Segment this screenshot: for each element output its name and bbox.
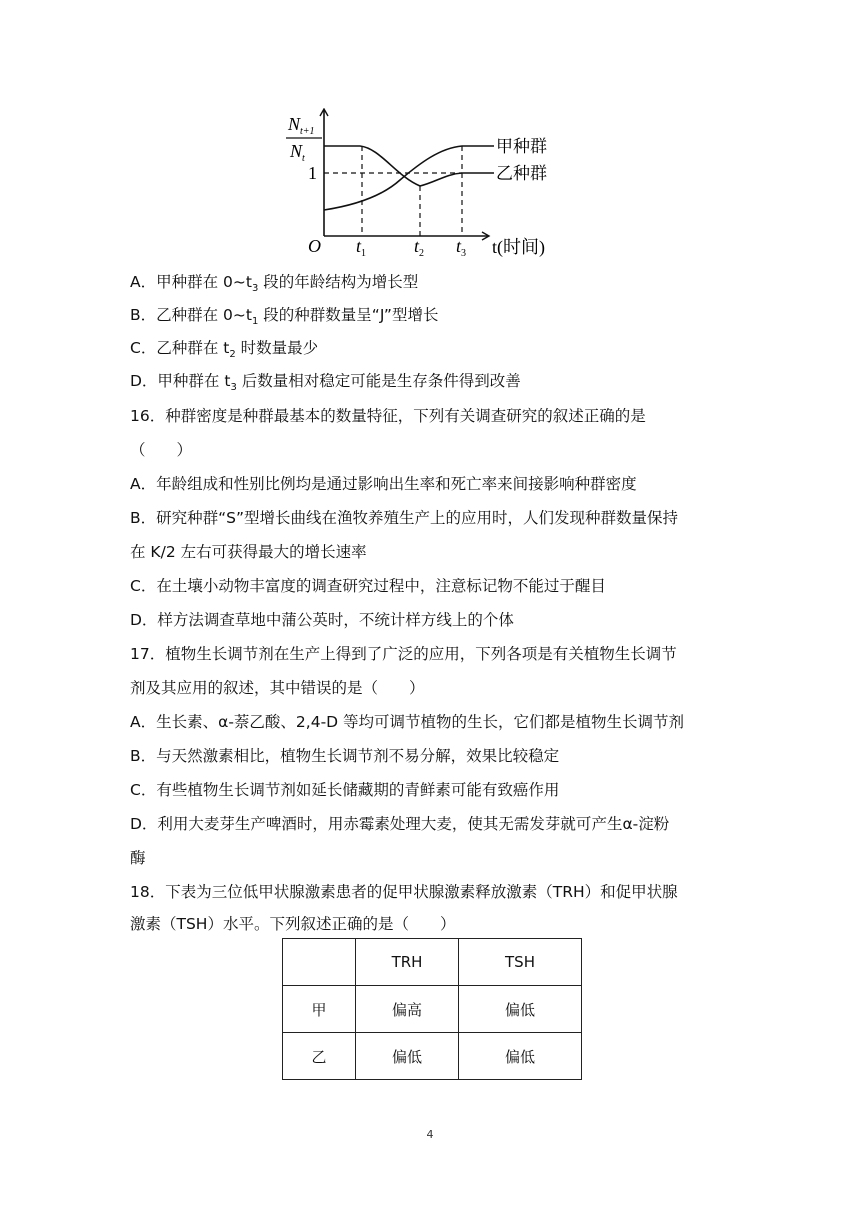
q16-option-a: A．年龄组成和性别比例均是通过影响出生率和死亡率来间接影响种群密度	[130, 475, 637, 493]
q17-option-d-line2: 酶	[130, 849, 146, 867]
curve-jia	[324, 146, 494, 186]
q18-stem-line1: 18．下表为三位低甲状腺激素患者的促甲状腺激素释放激素（TRH）和促甲状腺	[130, 883, 678, 901]
q17-option-d-line1: D．利用大麦芽生产啤酒时，用赤霉素处理大麦，使其无需发芽就可产生α-淀粉	[130, 815, 670, 833]
table-cell: 偏低	[459, 986, 582, 1033]
table-cell: 乙	[283, 1033, 356, 1080]
table-cell: 偏低	[356, 1033, 459, 1080]
y-label-denominator: $N_t$	[290, 141, 305, 164]
table-header-cell: TRH	[356, 939, 459, 986]
q16-option-b-line2: 在 K/2 左右可获得最大的增长速率	[130, 543, 367, 561]
table-row	[283, 1033, 582, 1080]
origin-label: O	[308, 236, 321, 256]
x-axis-label: t(时间)	[492, 237, 545, 257]
q16-option-b-line1: B．研究种群“S”型增长曲线在渔牧养殖生产上的应用时，人们发现种群数量保持	[130, 509, 679, 527]
population-ratio-figure	[280, 108, 590, 258]
q15-option-c: C．乙种群在 $t_2$ 时数量最少	[130, 339, 319, 361]
q17-stem-line2: 剂及其应用的叙述，其中错误的是（ ）	[130, 679, 425, 697]
table-header-cell: TSH	[459, 939, 582, 986]
t1-label: $t_1$	[356, 236, 367, 258]
q17-option-c: C．有些植物生长调节剂如延长储藏期的青鲜素可能有致癌作用	[130, 781, 560, 799]
page-number: 4	[426, 1128, 434, 1141]
table-cell: 偏高	[356, 986, 459, 1033]
table-cell: 偏低	[459, 1033, 582, 1080]
series-label-jia: 甲种群	[496, 137, 547, 157]
curve-yi	[324, 146, 494, 210]
q17-option-a: A．生长素、α-萘乙酸、2,4-D 等均可调节植物的生长，它们都是植物生长调节剂	[130, 713, 685, 731]
y-label-numerator: $N_{t+1}$	[288, 114, 315, 137]
q16-stem-line2: （ ）	[130, 441, 193, 459]
q17-stem-line1: 17．植物生长调节剂在生产上得到了广泛的应用，下列各项是有关植物生长调节	[130, 645, 677, 663]
q15-option-b: B．乙种群在 $0\sim t_1$ 段的种群数量呈“J”型增长	[130, 306, 439, 328]
hormone-table	[282, 938, 582, 1080]
table-header-row	[283, 939, 582, 986]
t2-label: $t_2$	[414, 236, 425, 258]
table-cell: 甲	[283, 986, 356, 1033]
series-label-yi: 乙种群	[496, 164, 547, 184]
q16-option-d: D．样方法调查草地中蒲公英时，不统计样方线上的个体	[130, 611, 514, 629]
q16-option-c: C．在土壤小动物丰富度的调查研究过程中，注意标记物不能过于醒目	[130, 577, 606, 595]
q15-option-d: D．甲种群在 $t_3$ 后数量相对稳定可能是生存条件得到改善	[130, 372, 521, 394]
q16-stem-line1: 16．种群密度是种群最基本的数量特征，下列有关调查研究的叙述正确的是	[130, 407, 646, 425]
t3-label: $t_3$	[456, 236, 467, 258]
q18-stem-line2: 激素（TSH）水平。下列叙述正确的是（ ）	[130, 915, 456, 933]
q15-option-a: A．甲种群在 $0\sim t_3$ 段的年龄结构为增长型	[130, 273, 419, 295]
table-header-cell	[283, 939, 356, 986]
table-row	[283, 986, 582, 1033]
y-tick-one: 1	[308, 163, 317, 183]
q17-option-b: B．与天然激素相比，植物生长调节剂不易分解，效果比较稳定	[130, 747, 560, 765]
